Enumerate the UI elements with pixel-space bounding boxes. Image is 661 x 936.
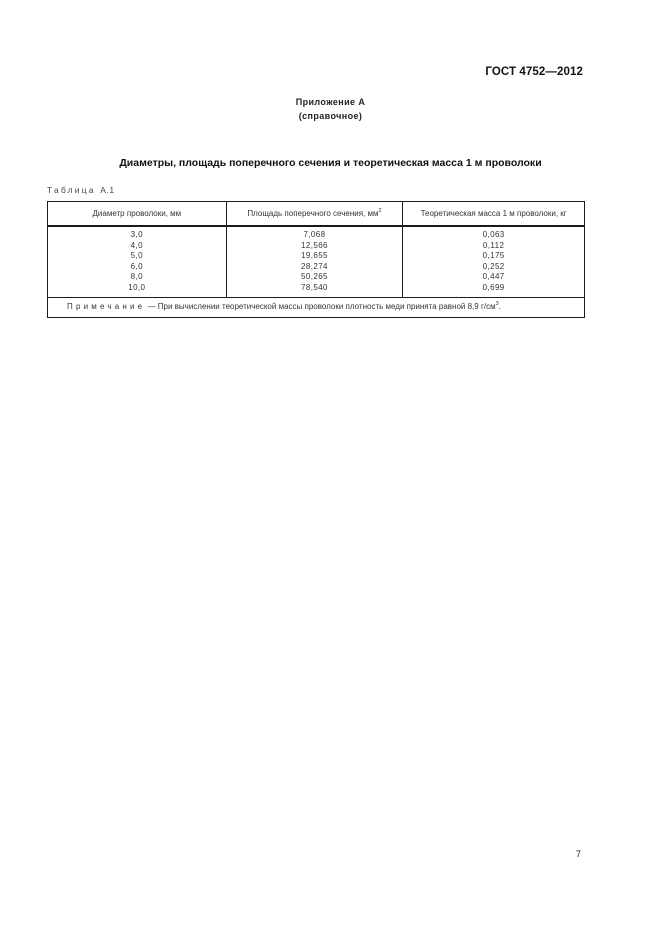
table-caption bbox=[47, 185, 115, 195]
note-text: При вычислении теоретической массы проволоки плотность меди принята равной 8,9 г/см bbox=[157, 302, 496, 311]
superscript: 2 bbox=[378, 208, 382, 214]
appendix-subtitle: (справочное) bbox=[298, 111, 363, 121]
table-header-row bbox=[48, 202, 585, 227]
column-cross-section-values bbox=[226, 226, 403, 298]
table-cell: 78,540 bbox=[301, 282, 328, 292]
table-cell: 4,0 bbox=[130, 240, 143, 250]
table-cell: 0,699 bbox=[482, 282, 505, 292]
note-end: . bbox=[498, 302, 501, 311]
note-label: Примечание bbox=[67, 302, 146, 311]
section-title: Диаметры, площадь поперечного сечения и теоретическая масса 1 м проволоки bbox=[119, 157, 542, 169]
table-cell: 6,0 bbox=[130, 261, 143, 271]
table-cell: 0,447 bbox=[482, 272, 505, 281]
column-mass-values bbox=[403, 226, 585, 298]
column-diameter-values bbox=[48, 226, 227, 298]
wire-data-table bbox=[47, 201, 585, 318]
table-note bbox=[48, 298, 585, 318]
table-cell: 3,0 bbox=[130, 230, 143, 239]
table-cell: 0,063 bbox=[482, 230, 505, 239]
table-cell: 5,0 bbox=[130, 251, 143, 260]
page-number: 7 bbox=[576, 849, 582, 859]
appendix-heading bbox=[0, 95, 661, 123]
table-cell: 0,252 bbox=[482, 261, 505, 271]
document-code: ГОСТ 4752—2012 bbox=[485, 66, 583, 78]
table-cell: 7,068 bbox=[303, 230, 326, 239]
table-cell: 19,655 bbox=[301, 251, 328, 260]
table-data-block bbox=[48, 226, 585, 298]
column-header-diameter: Диаметр проволоки, мм bbox=[48, 202, 227, 227]
superscript: 3 bbox=[495, 301, 499, 307]
table-cell: 10,0 bbox=[128, 282, 146, 292]
table-cell: 50,265 bbox=[301, 272, 328, 281]
table-caption-number: А.1 bbox=[100, 185, 115, 195]
column-header-cross-section: Площадь поперечного сечения, $мм^2$ bbox=[226, 202, 403, 227]
table-cell: 28,274 bbox=[301, 261, 328, 271]
table-cell: 12,566 bbox=[301, 240, 328, 250]
appendix-title: Приложение А bbox=[295, 97, 366, 107]
column-header-mass: Теоретическая масса 1 м проволоки, кг bbox=[403, 202, 585, 227]
table-cell: 0,175 bbox=[482, 251, 505, 260]
table-cell: 0,112 bbox=[482, 240, 505, 250]
note-dash: — bbox=[145, 302, 158, 311]
table-note-row bbox=[48, 298, 585, 318]
table-caption-word: Таблица bbox=[47, 185, 96, 195]
table-cell: 8,0 bbox=[130, 272, 143, 281]
